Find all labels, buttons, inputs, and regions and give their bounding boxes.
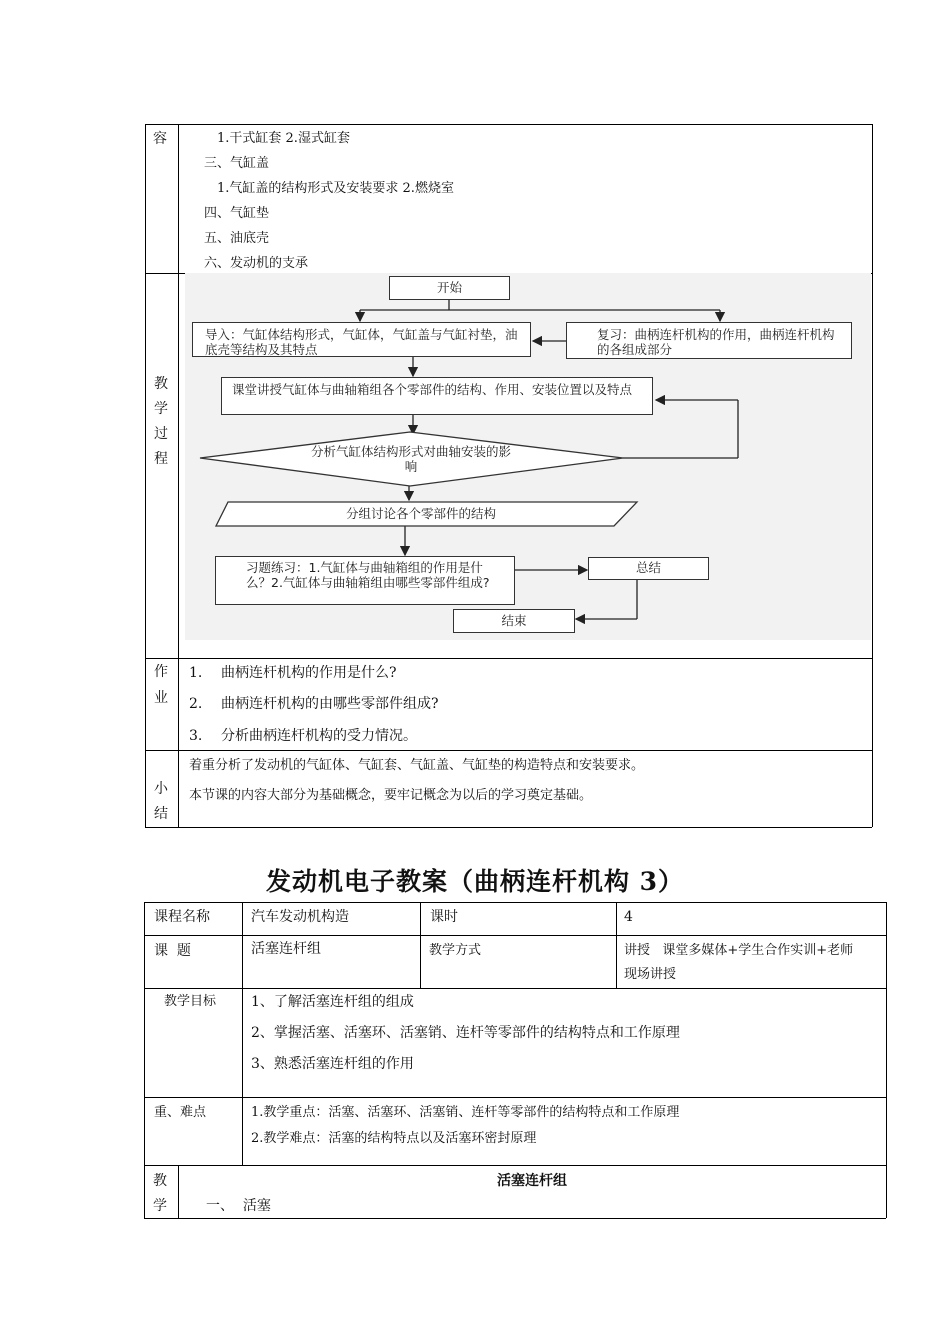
flow-review: 复习：曲柄连杆机构的作用，曲柄连杆机构的各组成部分: [566, 322, 852, 359]
homework-label-char: 作: [154, 664, 168, 680]
summary-line: 着重分析了发动机的气缸体、气缸套、气缸盖、气缸垫的构造特点和安装要求。: [189, 758, 645, 773]
content-line: 四、气缸垫: [204, 206, 270, 221]
method-value: 讲授 课堂多媒体+学生合作实训+老师: [624, 943, 854, 958]
flow-intro: 导入：气缸体结构形式，气缸体，气缸盖与气缸衬垫，油底壳等结构及其特点: [192, 322, 531, 357]
goal-label: 教学目标: [164, 994, 217, 1009]
goal-item: 2、掌握活塞、活塞环、活塞销、连杆等零部件的结构特点和工作原理: [251, 1025, 680, 1041]
content-line: 五、油底壳: [204, 231, 270, 246]
key-item: 1.教学重点：活塞、活塞环、活塞销、连杆等零部件的结构特点和工作原理: [251, 1105, 680, 1120]
hours-label: 课时: [430, 909, 458, 925]
summary-label-char: 小: [154, 781, 168, 797]
topic-label: 课 题: [154, 943, 191, 959]
method-value-cont: 现场讲授: [624, 967, 677, 982]
process-label-char: 过: [154, 426, 168, 442]
summary-label-char: 结: [154, 806, 168, 822]
flow-analysis: 分析气缸体结构形式对曲轴安装的影响: [310, 444, 511, 474]
key-label: 重、难点: [154, 1105, 207, 1120]
homework-item: 曲柄连杆机构的作用是什么?: [221, 665, 397, 681]
flow-end: 结束: [453, 609, 575, 633]
homework-num: 2.: [189, 696, 203, 712]
hours-value: 4: [624, 909, 633, 925]
homework-num: 1.: [189, 665, 203, 681]
homework-item: 曲柄连杆机构的由哪些零部件组成?: [221, 696, 439, 712]
process-label-char: 学: [154, 401, 168, 417]
content-line: 1.干式缸套 2.湿式缸套: [217, 131, 350, 146]
homework-item: 分析曲柄连杆机构的受力情况。: [221, 728, 417, 744]
section-title: 活塞连杆组: [497, 1173, 567, 1189]
teach-label-char: 学: [153, 1198, 167, 1214]
course-name-value: 汽车发动机构造: [251, 909, 349, 925]
process-label-char: 程: [154, 451, 168, 467]
topic-value: 活塞连杆组: [251, 941, 321, 957]
goal-item: 1、了解活塞连杆组的组成: [251, 994, 414, 1010]
process-label-char: 教: [154, 376, 168, 392]
homework-num: 3.: [189, 728, 203, 744]
course-name-label: 课程名称: [154, 909, 210, 925]
goal-item: 3、熟悉活塞连杆组的作用: [251, 1056, 414, 1072]
teach-label-char: 教: [153, 1173, 167, 1189]
flow-start: 开始: [389, 276, 510, 300]
content-label: 容: [153, 131, 167, 147]
page-title: 发动机电子教案（曲柄连杆机构 3）: [265, 867, 685, 896]
method-label: 教学方式: [429, 943, 482, 958]
flow-exercise: 习题练习：1.气缸体与曲轴箱组的作用是什么？2.气缸体与曲轴箱组由哪些零部件组成?: [215, 556, 515, 605]
flow-lecture: 课堂讲授气缸体与曲轴箱组各个零部件的结构、作用、安装位置以及特点: [221, 377, 653, 415]
section-item: 一、 活塞: [206, 1198, 271, 1214]
content-line: 六、发动机的支承: [204, 256, 309, 271]
summary-line: 本节课的内容大部分为基础概念，要牢记概念为以后的学习奠定基础。: [189, 788, 593, 803]
content-line: 三、气缸盖: [204, 156, 270, 171]
flow-group: 分组讨论各个零部件的结构: [345, 506, 496, 521]
homework-label-char: 业: [154, 690, 168, 706]
key-item: 2.教学难点：活塞的结构特点以及活塞环密封原理: [251, 1131, 537, 1146]
content-line: 1.气缸盖的结构形式及安装要求 2.燃烧室: [217, 181, 454, 196]
flow-summary: 总结: [588, 557, 709, 580]
